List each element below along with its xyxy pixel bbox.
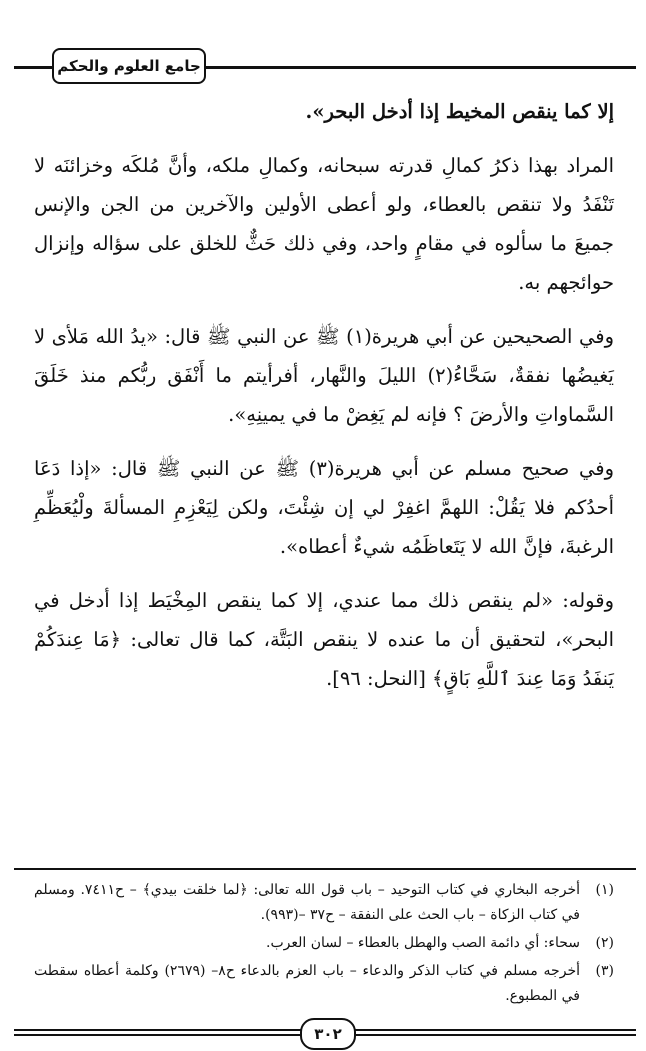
page-number: ٣٠٢ [314,1025,342,1043]
footnote-1 [34,878,614,928]
book-title: جامع العلوم والحكم [57,57,201,75]
footer-rule-left [14,1029,304,1031]
footnote-number: (٢) [595,935,614,951]
paragraph-explanation: المراد بهذا ذكرُ كمالِ قدرته سبحانه، وكمالِ ملكه، وأنَّ مُلكَه وخزائنَه لا تَنْفَدُ ولا تنقص بالعطاء، ولو أعطى الأولين والآخرين من الجن والإنس جميعَ ما سألوه في مقامٍ واحد، وفي ذلك حَثٌّ للخلق على سؤاله وإنزال حوائجهم به. [34,154,614,294]
footer-rule-right [348,1029,636,1031]
footnote-2 [34,931,614,956]
paragraph-continuation: إلا كما ينقص المخيط إذا أدخل البحر». [305,100,614,123]
paragraph-quran-verse: وقوله: «لم ينقص ذلك مما عندي، إلا كما ينقص المِخْيَط إذا أدخل في البحر»، لتحقيق أن ما عنده لا ينقص البَتَّة، كما قال تعالى: ﴿مَا عِندَكُمْ يَنفَدُ وَمَا عِندَ ٱللَّهِ بَاقٍ﴾ [النحل: ٩٦]. [34,589,614,690]
header-rule-right [200,66,636,69]
footnote-text: أخرجه مسلم في كتاب الذكر والدعاء – باب العزم بالدعاء ح٨– (٢٦٧٩) وكلمة أعطاه سقطت في المطبوع. [34,963,580,1004]
footnote-separator [14,868,636,870]
paragraph-hadith-muslim: وفي صحيح مسلم عن أبي هريرة(٣) ﷺ عن النبي ﷺ قال: «إذا دَعَا أحدُكم فلا يَقُلْ: اللهمَّ اغفِرْ لي إن شِئْتَ، ولكن لِيَعْزِمِ المسألةَ ولْيُعَظِّمِ الرغبةَ، فإنَّ الله لا يَتَعاظَمُه شيءٌ أعطاه». [34,457,614,558]
footnote-text: سحاء: أي دائمة الصب والهطل بالعطاء – لسان العرب. [266,935,580,951]
header-rule-left [14,66,56,69]
footnote-text: أخرجه البخاري في كتاب التوحيد – باب قول الله تعالى: ﴿لما خلقت بيدي﴾ – ح٧٤١١. ومسلم في كتاب الزكاة – باب الحث على النفقة – ح٣٧ –(٩٩٣). [34,882,580,923]
page-number-badge [300,1018,356,1050]
body-text [34,92,614,706]
paragraph-hadith-sahihain: وفي الصحيحين عن أبي هريرة(١) ﷺ عن النبي ﷺ قال: «يدُ الله مَلأى لا يَغيضُها نفقةٌ، سَحَّاءُ(٢) الليلَ والنَّهار، أفرأيتم ما أَنْفَق ربُّكم منذ خَلَقَ السَّماواتِ والأرضَ ؟ فإنه لم يَغِضْ ما في يمينِهِ». [34,325,614,426]
running-header [52,48,206,84]
footnote-number: (٣) [595,963,614,979]
footer-rule-right-lower [348,1034,636,1036]
footer-rule-left-lower [14,1034,304,1036]
footnote-3 [34,959,614,1009]
footnotes [34,878,614,1012]
footnote-number: (١) [595,882,614,898]
